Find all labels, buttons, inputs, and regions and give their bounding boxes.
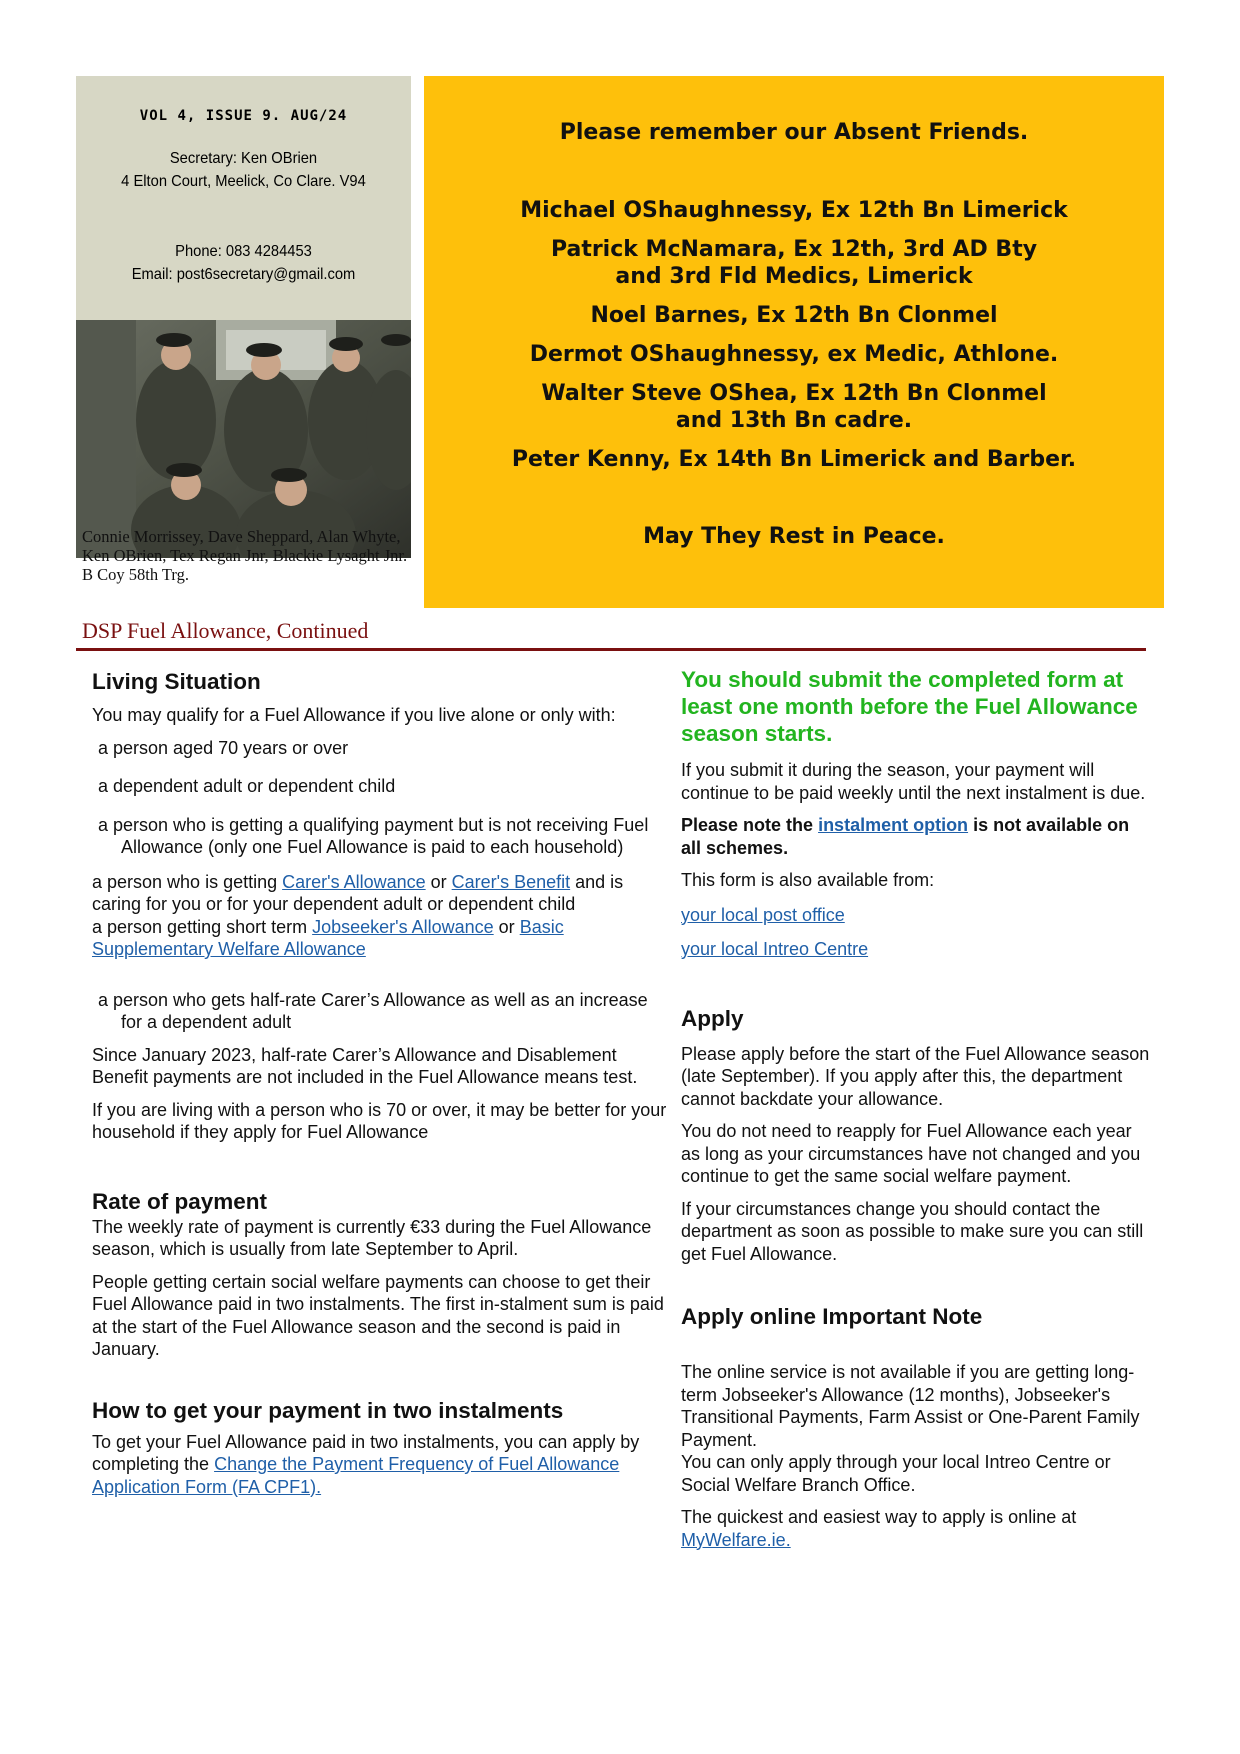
list-item-text: a person who is getting <box>92 871 283 892</box>
submit-note: You should submit the completed form at least one month before the Fuel Allowance season starts. <box>681 667 1138 746</box>
group-photo <box>76 320 411 558</box>
apply-text: Please apply before the start of the Fuel Allowance season (late September). If you apply after this, the department cannot backdate your allowance. <box>681 1043 1150 1109</box>
list-item-text: or <box>425 871 452 892</box>
memorial-name: Peter Kenny, Ex 14th Bn Limerick and Barber. <box>511 447 1077 472</box>
address-line: 4 Elton Court, Meelick, Co Clare. V94 <box>121 173 366 190</box>
reapply-text: You do not need to reapply for Fuel Allowance each year as long as your circumstances have not changed and you continue to get the same social welfare payment. <box>681 1121 1141 1186</box>
list-item-text: a person getting short term <box>92 916 313 937</box>
memorial-name-cont: and 13th Bn cadre. <box>675 408 913 433</box>
contact-info-box <box>76 76 411 320</box>
mywelfare-link[interactable]: MyWelfare.ie. <box>681 1529 791 1550</box>
phone-line: Phone: 083 4284453 <box>175 243 312 260</box>
memorial-name: Michael OShaughnessy, Ex 12th Bn Limerick <box>520 198 1068 223</box>
list-item: a person aged 70 years or over <box>98 737 349 758</box>
change-text: If your circumstances change you should contact the department as soon as possible to make sure you can still get Fuel Allowance. <box>681 1198 1144 1264</box>
secretary-line: Secretary: Ken OBrien <box>169 150 318 167</box>
apply-heading: Apply <box>681 1005 744 1031</box>
since-note: Since January 2023, half-rate Carer’s Allowance and Disablement Benefit payments are not included in the Fuel Allowance means test. <box>92 1044 638 1087</box>
note-text: is not available on all schemes. <box>681 815 1130 858</box>
living-intro: You may qualify for a Fuel Allowance if you live alone or only with: <box>92 705 616 725</box>
quickest-text <box>681 1506 1151 1551</box>
list-item <box>92 916 670 961</box>
memorial-name: Patrick McNamara, Ex 12th, 3rd AD Bty <box>550 237 1038 262</box>
list-item: a person who gets half-rate Carer’s Allowance as well as an increase for a dependent adult <box>98 989 648 1032</box>
rate-heading: Rate of payment <box>92 1188 268 1214</box>
left-column <box>92 668 670 1498</box>
instalment-option-link[interactable]: instalment option <box>818 815 969 835</box>
list-item-text: and is caring for you or for your dependent adult or dependent child <box>92 871 624 914</box>
note-text: Please note the <box>681 815 819 835</box>
memorial-heading: Please remember our Absent Friends. <box>559 120 1029 145</box>
change-payment-frequency-link[interactable]: Change the Payment Frequency of Fuel Allowance Application Form (FA CPF1). <box>92 1454 620 1497</box>
memorial-box <box>424 76 1164 608</box>
post-office-link[interactable]: your local post office <box>681 904 845 925</box>
section-title: DSP Fuel Allowance, Continued <box>82 618 369 643</box>
during-season-text: If you submit it during the season, your payment will continue to be paid weekly until the next instalment is due. <box>681 760 1146 803</box>
memorial-name: Dermot OShaughnessy, ex Medic, Athlone. <box>529 342 1059 367</box>
apply-online-heading: Apply online Important Note <box>681 1304 983 1329</box>
memorial-name: Walter Steve OShea, Ex 12th Bn Clonmel <box>541 381 1047 406</box>
carers-allowance-link[interactable]: Carer's Allowance <box>282 871 426 892</box>
list-item <box>92 871 670 916</box>
memorial-closing: May They Rest in Peace. <box>643 524 945 549</box>
basic-supplementary-welfare-link[interactable]: Basic Supplementary Welfare Allowance <box>92 916 564 959</box>
email-line: Email: post6secretary@gmail.com <box>131 266 356 283</box>
online-text-2: You can only apply through your local Intreo Centre or Social Welfare Branch Office. <box>681 1452 1111 1495</box>
carers-benefit-link[interactable]: Carer's Benefit <box>451 871 571 892</box>
memorial-name: Noel Barnes, Ex 12th Bn Clonmel <box>590 303 998 328</box>
living-with-note: If you are living with a person who is 70 or over, it may be better for your household if they apply for Fuel Allowance <box>92 1099 667 1142</box>
also-available-text: This form is also available from: <box>681 870 935 890</box>
rate-text: The weekly rate of payment is currently €33 during the Fuel Allowance season, which is usually from late September to April. <box>92 1216 652 1259</box>
memorial-name-cont: and 3rd Fld Medics, Limerick <box>615 264 973 289</box>
how-to-heading: How to get your payment in two instalments <box>92 1397 564 1423</box>
photo-caption: Connie Morrissey, Dave Sheppard, Alan Whyte, Ken OBrien, Tex Regan Jnr, Blackie Lysaght Jnr. B Coy 58th Trg. <box>82 527 408 584</box>
jobseekers-allowance-link[interactable]: Jobseeker's Allowance <box>312 916 494 937</box>
issue-label: VOL 4, ISSUE 9. AUG/24 <box>139 108 348 124</box>
intreo-centre-link[interactable]: your local Intreo Centre <box>681 939 869 959</box>
right-column <box>681 666 1151 1551</box>
section-divider <box>76 648 1146 651</box>
list-item: a dependent adult or dependent child <box>98 776 396 796</box>
how-to-text-body: To get your Fuel Allowance paid in two instalments, you can apply by completing the <box>92 1431 640 1474</box>
living-situation-heading: Living Situation <box>92 669 261 694</box>
instalments-text: People getting certain social welfare payments can choose to get their Fuel Allowance paid in two instalments. The first in-stalment sum is paid at the start of the Fuel Allowance season and the second is paid in January. <box>92 1271 664 1359</box>
online-text: The online service is not available if you are getting long-term Jobseeker's Allowance (12 months), Jobseeker's Transitional Payments, Farm Assist or One-Parent Family Payment. <box>681 1362 1140 1450</box>
list-item-text: or <box>493 916 520 937</box>
list-item: a person who is getting a qualifying payment but is not receiving Fuel Allowance (only one Fuel Allowance is paid to each household) <box>98 814 649 857</box>
how-to-text <box>92 1431 670 1499</box>
instalment-note <box>681 814 1151 859</box>
quickest-text-body: The quickest and easiest way to apply is online at <box>681 1507 1077 1527</box>
